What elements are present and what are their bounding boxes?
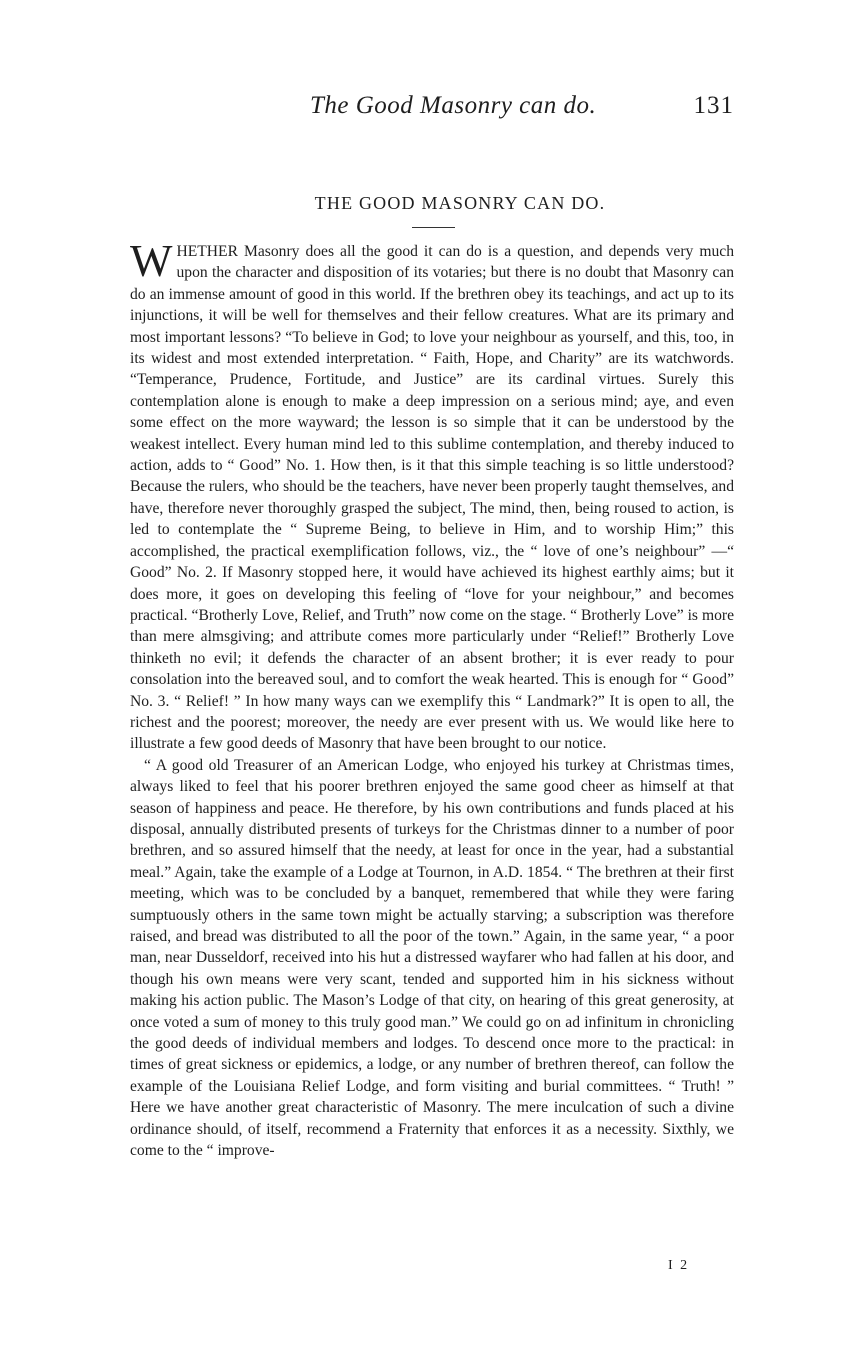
running-title: The Good Masonry can do. [310, 92, 597, 119]
paragraph-1-text: HETHER Masonry does all the good it can do is a question, and depends very much upon the character and disposition of its votaries; but there is no doubt that Masonry can do an immense amount of good in this world. If the brethren obey its teachings, and act up to its injunctions, it will be well for themselves and their fellow creatures. What are its primary and most important lessons? “To believe in God; to love your neighbour as yourself, and this, too, in its widest and most extended interpretation. “ Faith, Hope, and Charity” are its watchwords. “Temperance, Prudence, Fortitude, and Justice” are its cardinal virtues. Surely this contemplation alone is enough to make a deep impression on a serious mind; aye, and even some effect on the more wayward; the lesson is so simple that it can be understood by the weakest intellect. Every human mind led to this sublime contemplation, and thereby induced to action, adds to “ Good” No. 1. How then, is it that this simple teaching is so little understood? Because the rulers, who should be the teachers, have never been properly taught themselves, and have, therefore never thoroughly grasped the subject, The mind, then, being roused to action, is led to contemplate the “ Supreme Being, to believe in Him, and to worship Him;” this accomplished, the practical exemplification follows, viz., the “ love of one’s neighbour” —“ Good” No. 2. If Masonry stopped here, it would have achieved its highest earthly aims; but it does more, it goes on developing this feeling of “love for your neighbour,” and becomes practical. “Brotherly Love, Relief, and Truth” now come on the stage. “ Brotherly Love” is more than mere almsgiving; and attribute comes more particularly under “Relief!” Brotherly Love thinketh no evil; it defends the character of an absent brother; it is ever ready to pour consolation into the bereaved soul, and to comfort the weak hearted. This is enough for “ Good” No. 3. “ Relief! ” In how many ways can we exemplify this “ Landmark?” It is open to all, the richest and the poorest; moreover, the needy are ever present with us. We would like here to illustrate a few good deeds of Masonry that have been brought to our notice. [130, 243, 734, 753]
paragraph-2: “ A good old Treasurer of an American Lodge, who enjoyed his turkey at Christmas times, always liked to feel that his poorer brethren enjoyed the same good cheer as himself at that season of happiness and peace. He therefore, by his own contributions and funds placed at his disposal, annually distributed presents of turkeys for the Christmas dinner to a number of poor brethren, and so assured himself that the needy, at least for once in the year, had a substantial meal.” Again, take the example of a Lodge at Tournon, in A.D. 1854. “ The brethren at their first meeting, which was to be concluded by a banquet, remembered that while they were faring sumptuously others in the same town might be actually starving; a subscription was therefore raised, and bread was distributed to all the poor of the town.” Again, in the same year, “ a poor man, near Dusseldorf, received into his hut a distressed wayfarer who had fallen at his door, and though his own means were very scant, tended and supported him in his sickness without making his action public. The Mason’s Lodge of that city, on hearing of this great generosity, at once voted a sum of money to this truly good man.” We could go on ad infinitum in chronicling the good deeds of individual members and lodges. To descend once more to the practical: in times of great sickness or epidemics, a lodge, or any number of brethren thereof, can follow the example of the Louisiana Relief Lodge, and form visiting and burial committees. “ Truth! ” Here we have another great characteristic of Masonry. The mere inculcation of such a divine ordinance should, of itself, recommend a Fraternity that enforces it as a necessity. Sixthly, we come to the “ improve- [130, 756, 734, 1160]
drop-cap: W [130, 236, 173, 286]
article-title: THE GOOD MASONRY CAN DO. [314, 193, 606, 213]
paragraph-1 [130, 236, 734, 755]
running-head [130, 92, 734, 128]
page-number: 131 [693, 92, 734, 119]
title-rule [412, 227, 455, 228]
article-body [130, 236, 734, 1161]
signature-mark: I 2 [668, 1258, 690, 1273]
